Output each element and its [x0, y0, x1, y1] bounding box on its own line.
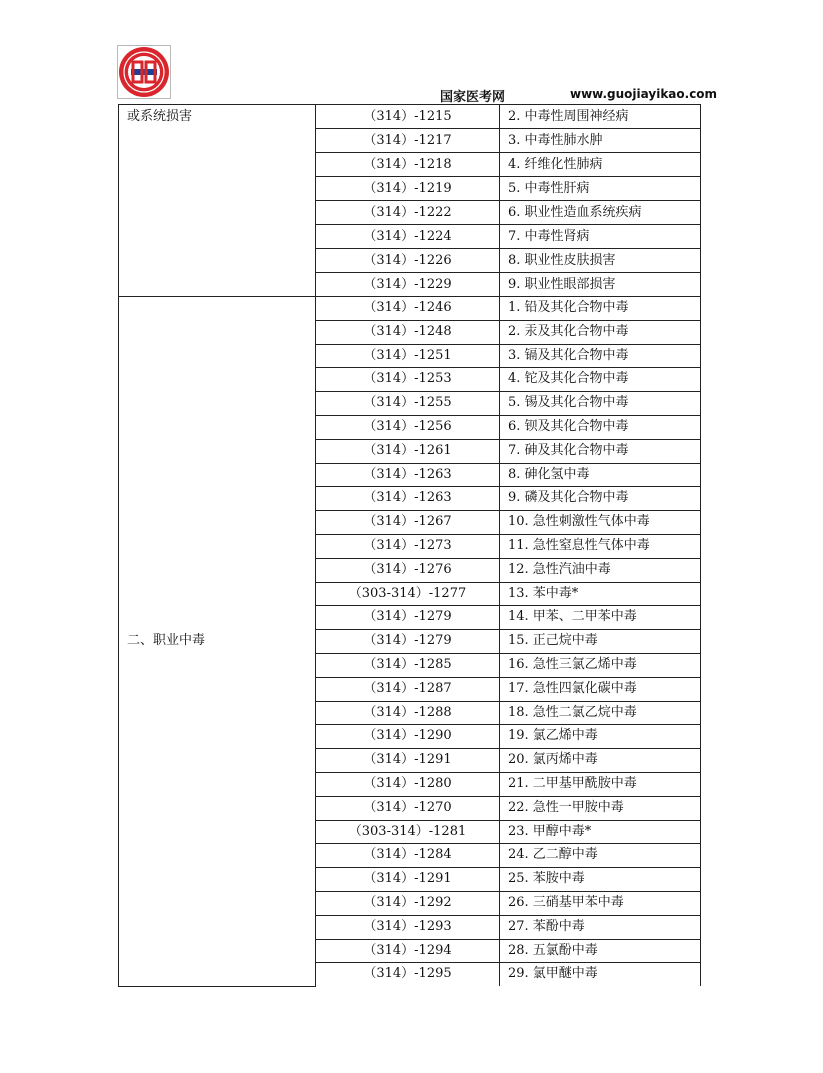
- disease-name-cell: 9. 职业性眼部损害: [500, 273, 701, 297]
- disease-name-cell: 21. 二甲基甲酰胺中毒: [500, 772, 701, 796]
- disease-table: [118, 104, 701, 987]
- disease-name-cell: 2. 汞及其化合物中毒: [500, 320, 701, 344]
- code-cell: （314）-1263: [316, 487, 500, 511]
- disease-name-cell: 19. 氯乙烯中毒: [500, 725, 701, 749]
- code-cell: （314）-1261: [316, 439, 500, 463]
- disease-name-cell: 1. 铅及其化合物中毒: [500, 297, 701, 321]
- disease-name-cell: 8. 砷化氢中毒: [500, 463, 701, 487]
- seal-logo-icon: [117, 45, 171, 99]
- disease-name-cell: 3. 镉及其化合物中毒: [500, 344, 701, 368]
- code-cell: （303-314）-1281: [316, 820, 500, 844]
- code-cell: （314）-1253: [316, 368, 500, 392]
- code-cell: （314）-1229: [316, 273, 500, 297]
- code-cell: （314）-1279: [316, 630, 500, 654]
- disease-name-cell: 26. 三硝基甲苯中毒: [500, 891, 701, 915]
- code-cell: （314）-1217: [316, 129, 500, 153]
- code-cell: （314）-1293: [316, 915, 500, 939]
- code-cell: （314）-1226: [316, 249, 500, 273]
- disease-name-cell: 4. 铊及其化合物中毒: [500, 368, 701, 392]
- category-cell: 或系统损害: [119, 105, 316, 297]
- disease-name-cell: 28. 五氯酚中毒: [500, 939, 701, 963]
- disease-name-cell: 17. 急性四氯化碳中毒: [500, 677, 701, 701]
- code-cell: （314）-1280: [316, 772, 500, 796]
- code-cell: （314）-1291: [316, 868, 500, 892]
- code-cell: （314）-1222: [316, 201, 500, 225]
- code-cell: （314）-1295: [316, 963, 500, 986]
- code-cell: （314）-1291: [316, 749, 500, 773]
- code-cell: （314）-1273: [316, 534, 500, 558]
- code-cell: （314）-1294: [316, 939, 500, 963]
- disease-name-cell: 10. 急性刺激性气体中毒: [500, 511, 701, 535]
- code-cell: （314）-1215: [316, 105, 500, 129]
- code-cell: （314）-1248: [316, 320, 500, 344]
- table-row: [119, 105, 701, 129]
- disease-name-cell: 6. 职业性造血系统疾病: [500, 201, 701, 225]
- disease-name-cell: 29. 氯甲醚中毒: [500, 963, 701, 986]
- site-url[interactable]: www.guojiayikao.com: [570, 87, 718, 101]
- code-cell: （314）-1224: [316, 225, 500, 249]
- disease-name-cell: 16. 急性三氯乙烯中毒: [500, 653, 701, 677]
- code-cell: （314）-1270: [316, 796, 500, 820]
- code-cell: （314）-1263: [316, 463, 500, 487]
- code-cell: （314）-1246: [316, 297, 500, 321]
- disease-name-cell: 7. 砷及其化合物中毒: [500, 439, 701, 463]
- code-cell: （314）-1285: [316, 653, 500, 677]
- disease-name-cell: 7. 中毒性肾病: [500, 225, 701, 249]
- disease-name-cell: 20. 氯丙烯中毒: [500, 749, 701, 773]
- disease-name-cell: 6. 钡及其化合物中毒: [500, 415, 701, 439]
- code-cell: （314）-1276: [316, 558, 500, 582]
- code-cell: （314）-1218: [316, 153, 500, 177]
- disease-name-cell: 23. 甲醇中毒*: [500, 820, 701, 844]
- code-cell: （314）-1267: [316, 511, 500, 535]
- disease-name-cell: 2. 中毒性周围神经病: [500, 105, 701, 129]
- disease-name-cell: 15. 正己烷中毒: [500, 630, 701, 654]
- code-cell: （314）-1284: [316, 844, 500, 868]
- code-cell: （314）-1279: [316, 606, 500, 630]
- code-cell: （314）-1256: [316, 415, 500, 439]
- disease-name-cell: 13. 苯中毒*: [500, 582, 701, 606]
- category-cell: 二、职业中毒: [119, 297, 316, 987]
- code-cell: （314）-1288: [316, 701, 500, 725]
- disease-name-cell: 5. 锡及其化合物中毒: [500, 392, 701, 416]
- disease-name-cell: 9. 磷及其化合物中毒: [500, 487, 701, 511]
- table-row: [119, 297, 701, 321]
- code-cell: （314）-1255: [316, 392, 500, 416]
- disease-name-cell: 5. 中毒性肝病: [500, 177, 701, 201]
- code-cell: （314）-1290: [316, 725, 500, 749]
- disease-name-cell: 3. 中毒性肺水肿: [500, 129, 701, 153]
- disease-name-cell: 18. 急性二氯乙烷中毒: [500, 701, 701, 725]
- code-cell: （303-314）-1277: [316, 582, 500, 606]
- disease-name-cell: 14. 甲苯、二甲苯中毒: [500, 606, 701, 630]
- code-cell: （314）-1287: [316, 677, 500, 701]
- code-cell: （314）-1251: [316, 344, 500, 368]
- disease-name-cell: 24. 乙二醇中毒: [500, 844, 701, 868]
- disease-name-cell: 8. 职业性皮肤损害: [500, 249, 701, 273]
- disease-name-cell: 12. 急性汽油中毒: [500, 558, 701, 582]
- disease-name-cell: 27. 苯酚中毒: [500, 915, 701, 939]
- disease-name-cell: 4. 纤维化性肺病: [500, 153, 701, 177]
- code-cell: （314）-1292: [316, 891, 500, 915]
- disease-name-cell: 22. 急性一甲胺中毒: [500, 796, 701, 820]
- disease-name-cell: 11. 急性窒息性气体中毒: [500, 534, 701, 558]
- code-cell: （314）-1219: [316, 177, 500, 201]
- brand-name: 国家医考网: [440, 90, 506, 105]
- disease-name-cell: 25. 苯胺中毒: [500, 868, 701, 892]
